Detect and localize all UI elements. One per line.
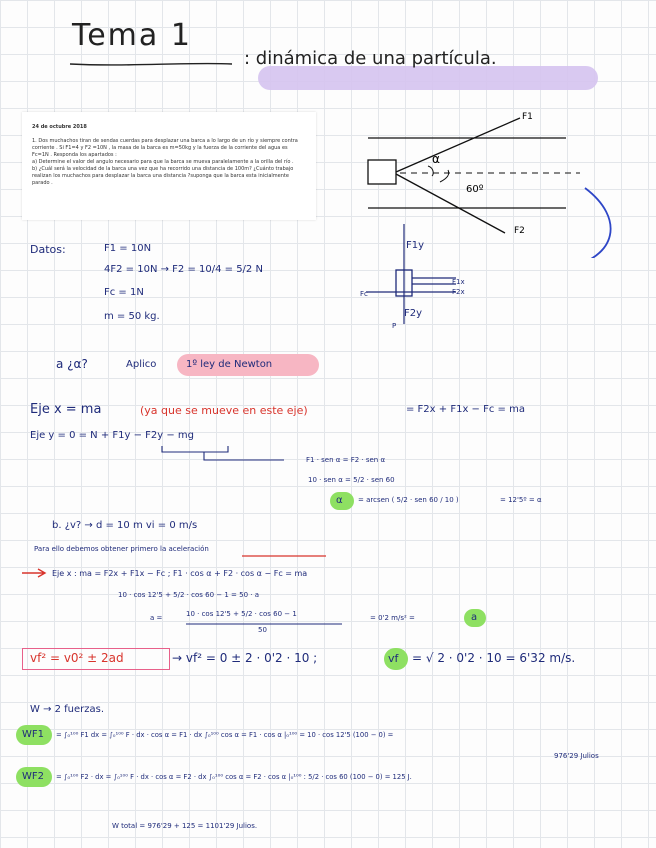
- diagram-f1-label: F1: [522, 112, 533, 122]
- page-subtitle: : dinámica de una partícula.: [244, 48, 497, 69]
- problem-part-a: a) Determine el valor del angulo necesario para que la barca se mueva paralelamente a la orilla del río .: [32, 159, 294, 165]
- part-a-eq-3-rhs: = 12'5º = α: [500, 496, 542, 504]
- diagram-f1x-label: F1x: [452, 278, 465, 286]
- part-a-ejex: Eje x = ma: [30, 402, 102, 417]
- part-b-eq-4: → vf² = 0 ± 2 · 0'2 · 10 ;: [172, 651, 318, 665]
- part-b-eq-2-rhs: = 0'2 m/s² =: [370, 614, 415, 622]
- wf1-equation: = ∫₀¹⁰⁰ F1 dx = ∫₀¹⁰⁰ F · dx · cos α = F1 · dx ∫₀¹⁰⁰ cos α = F1 · cos α |₀¹⁰⁰ = 10 · cos 12'5 (100 − 0) =: [56, 731, 394, 739]
- diagram-f2x-label: F2x: [452, 288, 465, 296]
- diagram-p-label: P: [392, 322, 397, 330]
- part-b-eq-2-lhs: a =: [150, 614, 163, 622]
- page-title: Tema 1: [72, 18, 192, 53]
- datos-line-1: F1 = 10N: [104, 243, 152, 254]
- datos-line-3: Fc = 1N: [104, 287, 144, 298]
- newton-law: 1º ley de Newton: [186, 359, 273, 370]
- diagram-f1y-label: F1y: [406, 240, 425, 251]
- ejey-bracket: [160, 444, 290, 464]
- datos-line-4: m = 50 kg.: [104, 311, 160, 322]
- part-b-eq-1: 10 · cos 12'5 + 5/2 · cos 60 − 1 = 50 · a: [118, 591, 259, 599]
- work-intro: W → 2 fuerzas.: [30, 704, 105, 715]
- part-a-ejey: Eje y = 0 = N + F1y − F2y − mg: [30, 430, 195, 441]
- problem-part-b: b) ¿Cuál será la velocidad de la barca una vez que ha recorrido una distancia de 100m? ¿Cuánto trabajo realizan los muchachos para desplazar la barca una distancia ?suponga que la barca esta inicialmente parado .: [32, 166, 294, 186]
- part-b-eq-2-den: 50: [258, 626, 267, 634]
- problem-statement: 1. Dos muchachos tiran de sendas cuerdas para desplazar una barca a lo largo de un río y siempre contra corriente . Si F1=4 y F2 =10N , la masa de la barca es m=50kg y la fuerza de la corriente del agua es Fc=1N . Responda los apartados :: [32, 138, 298, 158]
- part-a-eq-3-lhs: α: [336, 495, 343, 506]
- work-total: W total = 976'29 + 125 = 1101'29 Julios.: [112, 822, 258, 830]
- wf2-label: WF2: [22, 771, 45, 782]
- diagram-f2-label: F2: [514, 226, 525, 236]
- part-a-label: a ¿α?: [56, 357, 88, 371]
- part-b-intro: Para ello debemos obtener primero la aceleración: [34, 545, 209, 553]
- wf2-equation: = ∫₀¹⁰⁰ F2 · dx = ∫₀¹⁰⁰ F · dx · cos α = F2 · dx ∫₀¹⁰⁰ cos α = F2 · cos α |₀¹⁰⁰ : 5/2 · cos 60 (100 − 0) = 125 J.: [56, 773, 412, 781]
- datos-label: Datos:: [30, 243, 66, 256]
- part-b-eq-2-num: 10 · cos 12'5 + 5/2 · cos 60 − 1: [186, 610, 297, 618]
- problem-text: [32, 138, 302, 187]
- datos-line-2: 4F2 = 10N → F2 = 10/4 = 5/2 N: [104, 264, 263, 275]
- part-a-apply: Aplico: [126, 359, 157, 370]
- diagram-f2y-label: F2y: [404, 308, 423, 319]
- part-b-eq-5: = √ 2 · 0'2 · 10 = 6'32 m/s.: [412, 651, 576, 665]
- part-a-ejex-note: (ya que se mueve en este eje): [140, 404, 308, 417]
- part-a-eq-3-mid: = arcsen ( 5/2 · sen 60 / 10 ): [358, 496, 459, 504]
- part-a-eq-2: 10 · sen α = 5/2 · sen 60: [308, 476, 395, 484]
- red-arrow: [20, 567, 48, 579]
- part-b-eq-2-mark: a: [471, 612, 478, 623]
- title-underline: [66, 60, 236, 68]
- wf1-result: 976'29 Julios: [554, 752, 599, 760]
- part-b-eq-5-mark: vf: [388, 652, 399, 665]
- subtitle-highlight: [258, 66, 598, 90]
- diagram-angle-label: 60º: [466, 184, 484, 195]
- diagram-alpha-label: α: [432, 152, 440, 166]
- part-b-ejex: Eje x : ma = F2x + F1x − Fc ; F1 · cos α + F2 · cos α − Fc = ma: [52, 569, 308, 578]
- problem-statement-card: [22, 112, 316, 220]
- part-b-label: b. ¿v? → d = 10 m vi = 0 m/s: [52, 520, 198, 531]
- part-a-eq-1: F1 · sen α = F2 · sen α: [306, 456, 386, 464]
- diagram-fc-label: Fc: [360, 290, 368, 298]
- part-a-ejex-result: = F2x + F1x − Fc = ma: [406, 404, 525, 415]
- wf1-label: WF1: [22, 729, 45, 740]
- part-b-eq-3: vf² = v0² ± 2ad: [30, 651, 124, 665]
- problem-date: 24 de octubre 2018: [32, 124, 87, 130]
- aceleracion-underline: [240, 553, 330, 559]
